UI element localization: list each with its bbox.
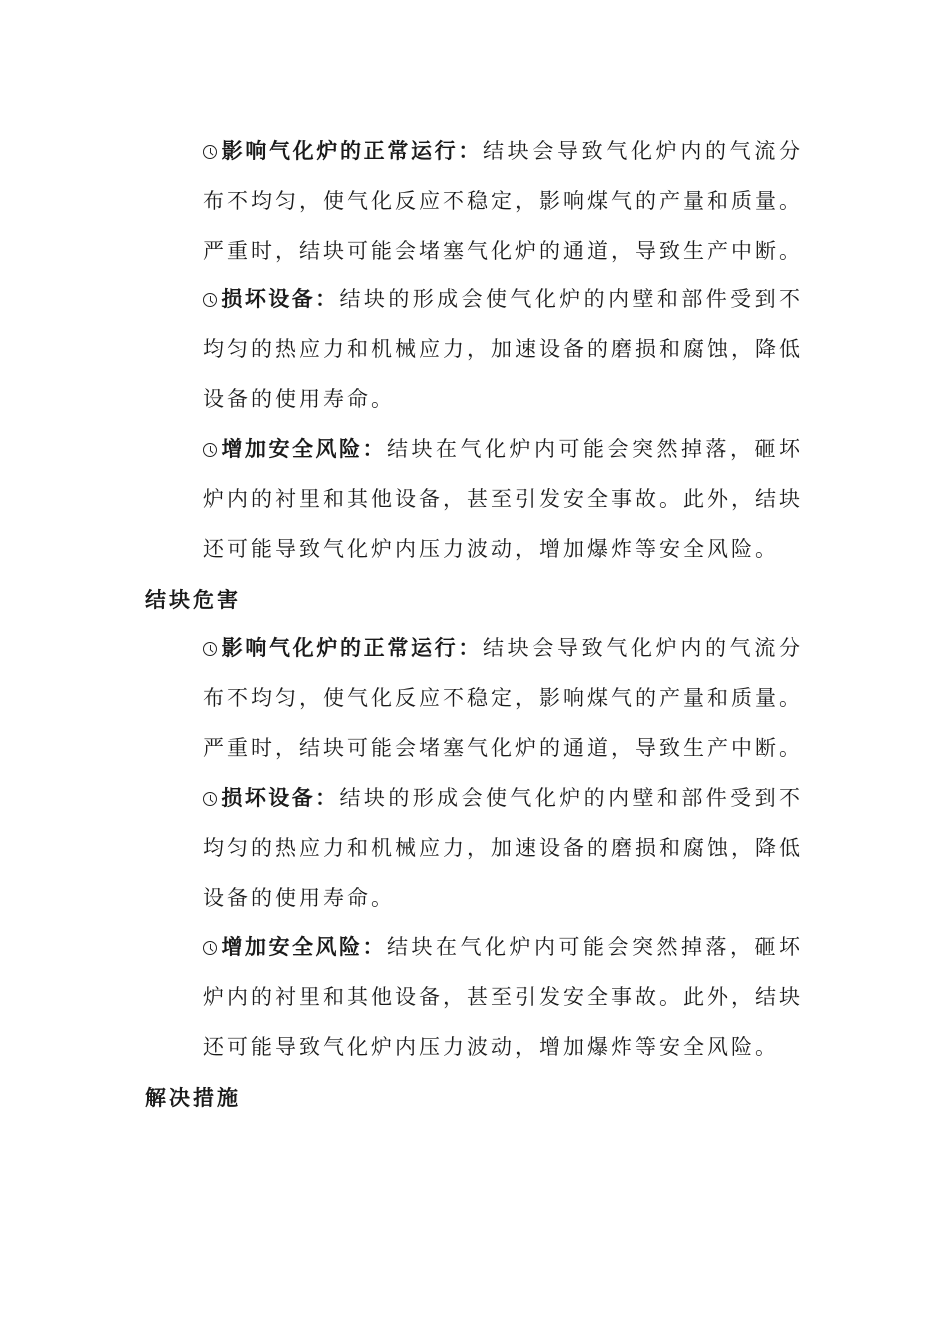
hazard-item-safety — [203, 424, 803, 574]
clock-icon — [203, 443, 217, 457]
hazard-item-operation — [203, 623, 803, 773]
item-term: 增加安全风险 — [221, 935, 363, 959]
item-text: 结块会导致气化炉内的气流分布不均匀，使气化反应不稳定，影响煤气的产量和质量。严重时，结块可能会堵塞气化炉的通道，导致生产中断。 — [203, 139, 804, 263]
item-text: 结块的形成会使气化炉的内壁和部件受到不均匀的热应力和机械应力，加速设备的磨损和腐蚀，降低设备的使用寿命。 — [203, 786, 804, 910]
item-text: 结块在气化炉内可能会突然掉落，砸坏炉内的衬里和其他设备，甚至引发安全事故。此外，结块还可能导致气化炉内压力波动，增加爆炸等安全风险。 — [203, 935, 803, 1059]
section-heading-solutions: 解决措施 — [145, 1086, 241, 1110]
hazard-item-operation — [203, 126, 803, 276]
item-term: 增加安全风险 — [221, 437, 363, 461]
item-term: 影响气化炉的正常运行 — [221, 636, 459, 660]
item-separator: ： — [315, 287, 340, 311]
hazard-item-equipment — [203, 274, 803, 424]
clock-icon — [203, 642, 217, 656]
clock-icon — [203, 293, 217, 307]
item-separator: ： — [315, 786, 340, 810]
hazard-item-equipment — [203, 773, 803, 923]
section-heading-hazards: 结块危害 — [145, 588, 241, 612]
item-text: 结块会导致气化炉内的气流分布不均匀，使气化反应不稳定，影响煤气的产量和质量。严重时，结块可能会堵塞气化炉的通道，导致生产中断。 — [203, 636, 804, 760]
clock-icon — [203, 145, 217, 159]
item-text: 结块的形成会使气化炉的内壁和部件受到不均匀的热应力和机械应力，加速设备的磨损和腐蚀，降低设备的使用寿命。 — [203, 287, 804, 411]
item-text: 结块在气化炉内可能会突然掉落，砸坏炉内的衬里和其他设备，甚至引发安全事故。此外，结块还可能导致气化炉内压力波动，增加爆炸等安全风险。 — [203, 437, 803, 561]
hazard-item-safety — [203, 922, 803, 1072]
item-term: 损坏设备 — [221, 786, 316, 810]
clock-icon — [203, 941, 217, 955]
item-separator: ： — [458, 139, 484, 163]
item-separator: ： — [362, 935, 387, 959]
item-separator: ： — [362, 437, 387, 461]
clock-icon — [203, 792, 217, 806]
item-term: 损坏设备 — [221, 287, 316, 311]
item-term: 影响气化炉的正常运行 — [221, 139, 459, 163]
item-separator: ： — [458, 636, 484, 660]
